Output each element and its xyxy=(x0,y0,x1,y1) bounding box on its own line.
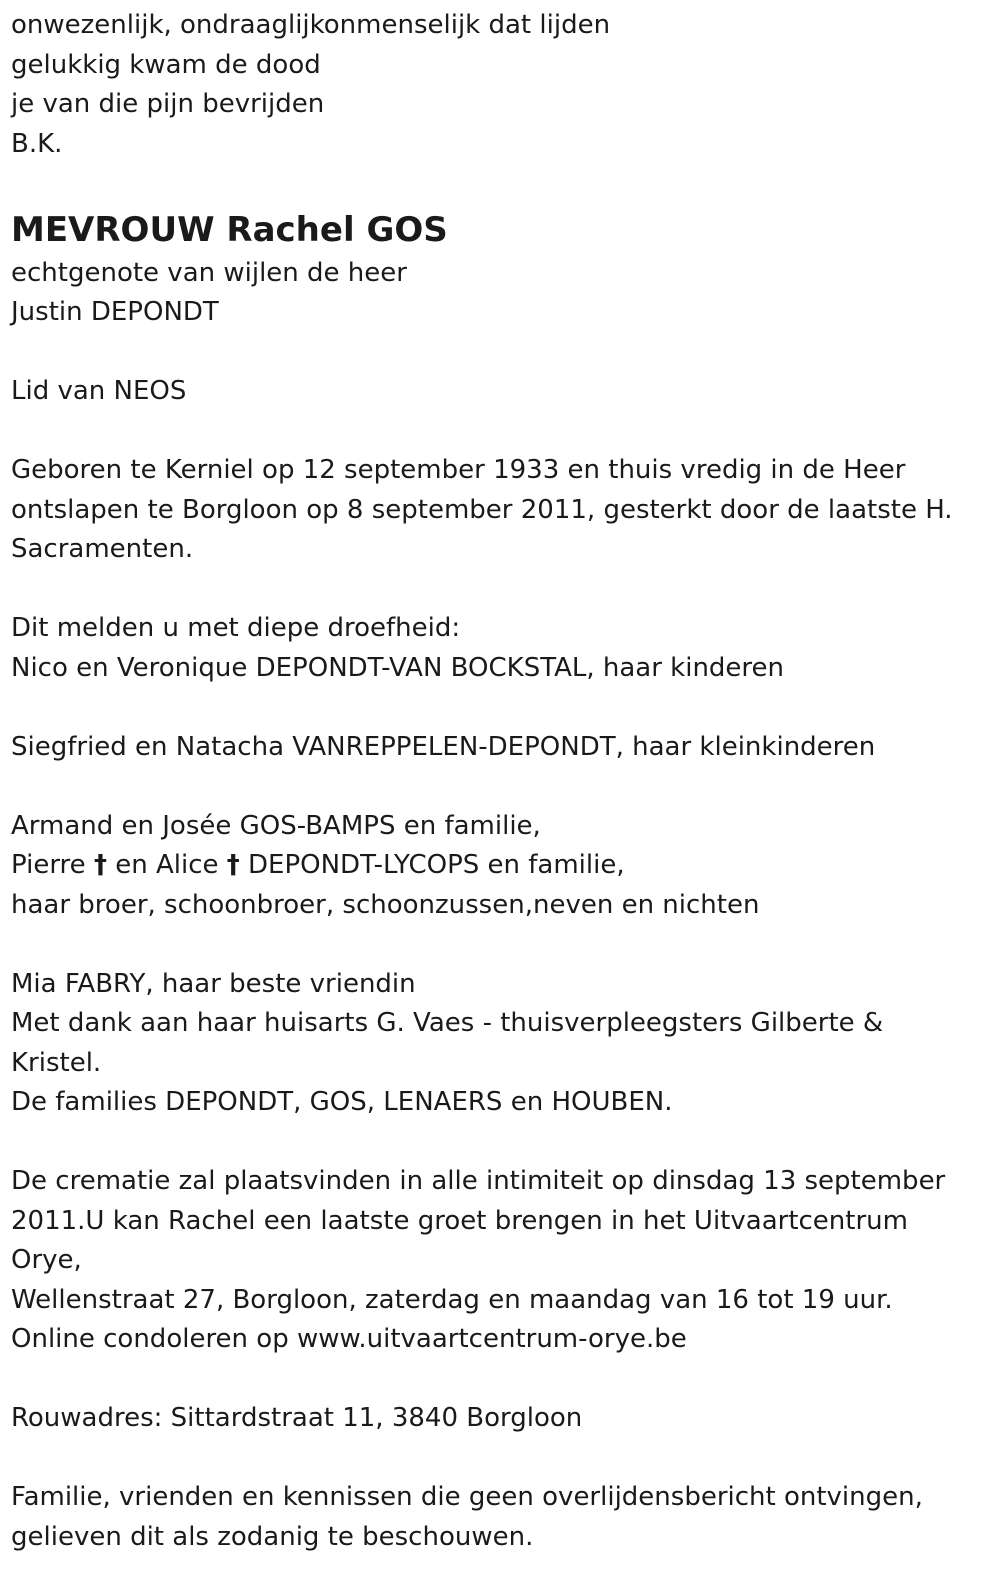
poem-line-2: gelukkig kwam de dood xyxy=(11,49,321,80)
siblings-text-3: DEPONDT-LYCOPS en familie, xyxy=(239,850,625,880)
spacer xyxy=(11,164,986,204)
ceremony-line-5: Online condoleren op www.uitvaartcentrum-orye.be xyxy=(11,1324,687,1354)
obituary-notice xyxy=(11,6,986,1557)
ceremony-line-1: De crematie zal plaatsvinden in alle intimiteit op dinsdag 13 september xyxy=(11,1166,946,1196)
ceremony-line-4: Wellenstraat 27, Borgloon, zaterdag en maandag van 16 tot 19 uur. xyxy=(11,1284,893,1315)
ceremony-line-3: Orye, xyxy=(11,1245,82,1275)
mourning-address: Rouwadres: Sittardstraat 11, 3840 Borgloon xyxy=(11,1403,583,1433)
thanks-line-1: Met dank aan haar huisarts G. Vaes - thuisverpleegsters Gilberte & xyxy=(11,1008,884,1038)
siblings-text-1: Pierre xyxy=(11,850,86,880)
spacer xyxy=(11,333,986,373)
thanks-line-2: Kristel. xyxy=(11,1047,102,1078)
spouse-line-2: Justin DEPONDT xyxy=(11,297,219,327)
birth-death-line-2: ontslapen te Borgloon op 8 september 2011, gesterkt door de laatste H. xyxy=(11,494,953,525)
poem-line-3: je van die pijn bevrijden xyxy=(11,89,325,119)
spacer xyxy=(11,1439,986,1479)
families-line: De families DEPONDT, GOS, LENAERS en HOUBEN. xyxy=(11,1087,673,1117)
poem-line-1: onwezenlijk, ondraaglijkonmenselijk dat lijden xyxy=(11,10,611,40)
ceremony-line-2: 2011.U kan Rachel een laatste groet brengen in het Uitvaartcentrum xyxy=(11,1205,908,1236)
cross-symbol: † xyxy=(226,850,240,880)
family-grandchildren: Siegfried en Natacha VANREPPELEN-DEPONDT, haar kleinkinderen xyxy=(11,731,876,762)
siblings-text-2: en Alice xyxy=(106,850,227,880)
family-friend: Mia FABRY, haar beste vriendin xyxy=(11,968,416,999)
cross-symbol: † xyxy=(93,850,107,880)
spacer xyxy=(11,1123,986,1163)
spacer xyxy=(11,570,986,610)
spacer xyxy=(11,412,986,452)
membership: Lid van NEOS xyxy=(11,376,187,406)
deceased-name: MEVROUW Rachel GOS xyxy=(11,209,448,250)
spacer xyxy=(11,767,986,807)
spacer xyxy=(11,1360,986,1400)
poem-author: B.K. xyxy=(11,128,63,159)
poem xyxy=(11,6,986,164)
closing-line-2: gelieven dit als zodanig te beschouwen. xyxy=(11,1521,534,1552)
closing-line-1: Familie, vrienden en kennissen die geen overlijdensbericht ontvingen, xyxy=(11,1482,923,1512)
family-siblings-1: Armand en Josée GOS-BAMPS en familie, xyxy=(11,810,541,841)
spouse-line-1: echtgenote van wijlen de heer xyxy=(11,257,407,288)
spacer xyxy=(11,688,986,728)
spacer xyxy=(11,925,986,965)
family-siblings-3: haar broer, schoonbroer, schoonzussen,neven en nichten xyxy=(11,889,760,920)
family-children: Nico en Veronique DEPONDT-VAN BOCKSTAL, haar kinderen xyxy=(11,652,785,683)
birth-death-line-1: Geboren te Kerniel op 12 september 1933 en thuis vredig in de Heer xyxy=(11,455,906,485)
family-intro: Dit melden u met diepe droefheid: xyxy=(11,613,461,643)
birth-death-line-3: Sacramenten. xyxy=(11,534,194,564)
family-siblings-2 xyxy=(11,846,986,886)
